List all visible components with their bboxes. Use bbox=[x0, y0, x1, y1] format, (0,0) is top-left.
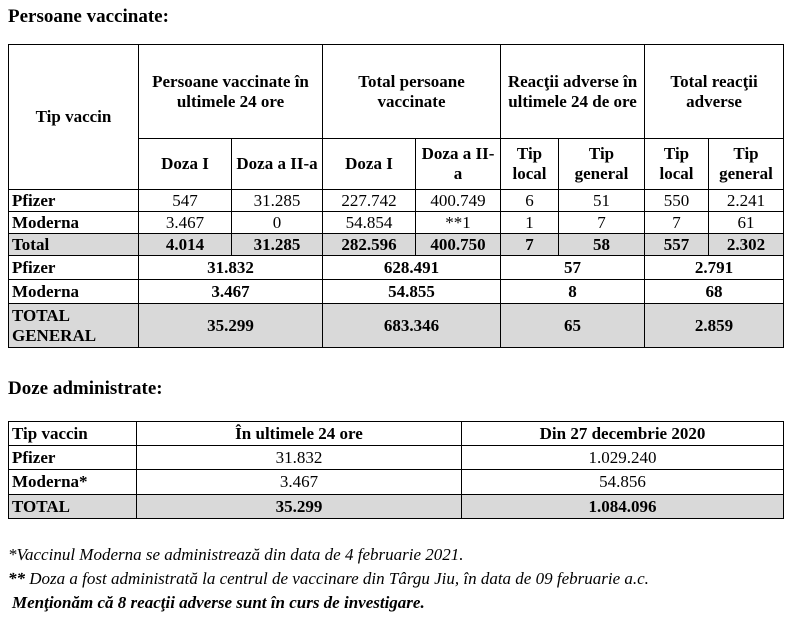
cell: 400.750 bbox=[416, 234, 501, 256]
note-investigation: Menţionăm că 8 reacţii adverse sunt în curs de investigare. bbox=[12, 593, 425, 612]
cell: 400.749 bbox=[416, 190, 501, 212]
cell: 4.014 bbox=[139, 234, 232, 256]
header-reactii24: Reacţii adverse în ultimele 24 de ore bbox=[501, 45, 645, 139]
cell: 3.467 bbox=[139, 280, 323, 304]
header-total: Total persoane vaccinate bbox=[323, 45, 501, 139]
row-label: Moderna* bbox=[9, 470, 137, 495]
cell: 1.029.240 bbox=[462, 446, 784, 470]
header-tip-general: Tip general bbox=[559, 139, 645, 190]
cell: 6 bbox=[501, 190, 559, 212]
header-total-reactii: Total reacţii adverse bbox=[645, 45, 784, 139]
header-doza2: Doza a II-a bbox=[232, 139, 323, 190]
cell: 68 bbox=[645, 280, 784, 304]
doses-heading: Doze administrate: bbox=[8, 378, 163, 399]
header-doza2: Doza a II-a bbox=[416, 139, 501, 190]
table-row bbox=[9, 212, 784, 234]
header-doza1: Doza I bbox=[323, 139, 416, 190]
cell: 7 bbox=[501, 234, 559, 256]
footnote-dose bbox=[8, 569, 649, 589]
total-row bbox=[9, 234, 784, 256]
header-since: Din 27 decembrie 2020 bbox=[462, 422, 784, 446]
cell: 8 bbox=[501, 280, 645, 304]
cell: 61 bbox=[709, 212, 784, 234]
cell: 54.856 bbox=[462, 470, 784, 495]
cell: 1.084.096 bbox=[462, 495, 784, 519]
cell: 557 bbox=[645, 234, 709, 256]
cell: 54.855 bbox=[323, 280, 501, 304]
header-tip-general: Tip general bbox=[709, 139, 784, 190]
footnote-dose-text: Doza a fost administrată la centrul de vaccinare din Târgu Jiu, în data de 09 februarie a.c. bbox=[25, 569, 649, 588]
header-tip-vaccin: Tip vaccin bbox=[9, 45, 139, 190]
cell: 227.742 bbox=[323, 190, 416, 212]
cell: 31.285 bbox=[232, 234, 323, 256]
header-last24: Persoane vaccinate în ultimele 24 ore bbox=[139, 45, 323, 139]
row-label: Pfizer bbox=[9, 190, 139, 212]
cell: 550 bbox=[645, 190, 709, 212]
cell: 628.491 bbox=[323, 256, 501, 280]
footnote-mark: ** bbox=[8, 569, 25, 588]
vaccinated-heading: Persoane vaccinate: bbox=[8, 6, 169, 27]
cell: 58 bbox=[559, 234, 645, 256]
row-label: TOTAL GENERAL bbox=[9, 304, 139, 348]
cell: 31.832 bbox=[139, 256, 323, 280]
row-label: Pfizer bbox=[9, 256, 139, 280]
cell: 547 bbox=[139, 190, 232, 212]
row-label: Moderna bbox=[9, 280, 139, 304]
header-tip-local: Tip local bbox=[501, 139, 559, 190]
footnote-moderna: *Vaccinul Moderna se administrează din data de 4 februarie 2021. bbox=[8, 545, 464, 564]
total-row bbox=[9, 495, 784, 519]
cell: 65 bbox=[501, 304, 645, 348]
cell: 3.467 bbox=[137, 470, 462, 495]
cell: 683.346 bbox=[323, 304, 501, 348]
total-general-row bbox=[9, 304, 784, 348]
summary-row bbox=[9, 280, 784, 304]
summary-row bbox=[9, 256, 784, 280]
cell: 2.859 bbox=[645, 304, 784, 348]
row-label: Moderna bbox=[9, 212, 139, 234]
cell: 7 bbox=[559, 212, 645, 234]
table-row bbox=[9, 446, 784, 470]
header-last24: În ultimele 24 ore bbox=[137, 422, 462, 446]
header-tip-vaccin: Tip vaccin bbox=[9, 422, 137, 446]
doses-table bbox=[8, 421, 784, 519]
row-label: Pfizer bbox=[9, 446, 137, 470]
cell: 2.791 bbox=[645, 256, 784, 280]
cell: 3.467 bbox=[139, 212, 232, 234]
cell: 7 bbox=[645, 212, 709, 234]
header-tip-local: Tip local bbox=[645, 139, 709, 190]
row-label: Total bbox=[9, 234, 139, 256]
header-row-1 bbox=[9, 45, 784, 139]
cell: 57 bbox=[501, 256, 645, 280]
cell: 1 bbox=[501, 212, 559, 234]
cell: 51 bbox=[559, 190, 645, 212]
cell: 35.299 bbox=[139, 304, 323, 348]
cell: 54.854 bbox=[323, 212, 416, 234]
table-row bbox=[9, 470, 784, 495]
vaccinated-table bbox=[8, 44, 784, 348]
cell: 0 bbox=[232, 212, 323, 234]
row-label: TOTAL bbox=[9, 495, 137, 519]
cell: 31.285 bbox=[232, 190, 323, 212]
cell: 282.596 bbox=[323, 234, 416, 256]
cell: **1 bbox=[416, 212, 501, 234]
doses-header-row bbox=[9, 422, 784, 446]
cell: 2.302 bbox=[709, 234, 784, 256]
header-doza1: Doza I bbox=[139, 139, 232, 190]
table-row bbox=[9, 190, 784, 212]
cell: 31.832 bbox=[137, 446, 462, 470]
cell: 2.241 bbox=[709, 190, 784, 212]
cell: 35.299 bbox=[137, 495, 462, 519]
